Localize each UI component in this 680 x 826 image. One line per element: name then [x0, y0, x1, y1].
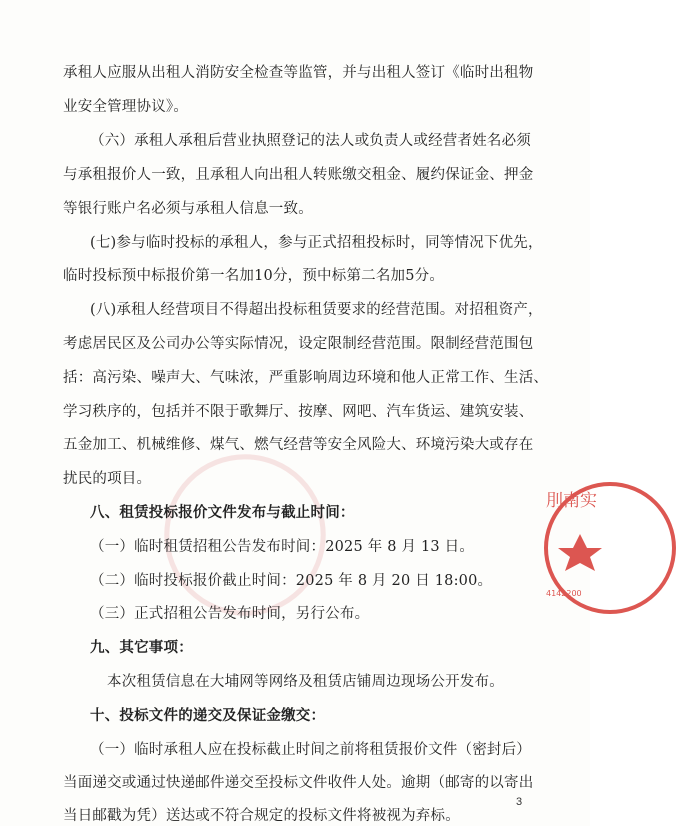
text-line: 等银行账户名必须与承租人信息一致。	[63, 201, 313, 217]
page-number: 3	[516, 796, 523, 808]
text-line: 业安全管理协议》。	[63, 99, 189, 115]
red-seal-stamp	[540, 478, 680, 618]
text-line: 临时投标预中标报价第一名加10分，预中标第二名加5分。	[63, 268, 445, 284]
text-line: 括：高污染、噪声大、气味浓，严重影响周边环境和他人正常工作、生活、	[63, 370, 549, 386]
text-line: 本次租赁信息在大埔网等网络及租赁店铺周边现场公开发布。	[107, 674, 504, 690]
faint-seal-watermark	[160, 450, 330, 620]
text-line: （二）临时投标报价截止时间：2025 年 8 月 20 日 18:00。	[90, 573, 493, 589]
text-line: 五金加工、机械维修、煤气、燃气经营等安全风险大、环境污染大或存在	[63, 437, 534, 453]
text-line: 当日邮戳为凭）送达或不符合规定的投标文件将被视为弃标。	[63, 808, 460, 824]
section-heading: 十、投标文件的递交及保证金缴交：	[90, 708, 326, 724]
text-line: 当面递交或通过快递邮件递交至投标文件收件人处。逾期（邮寄的以寄出	[63, 775, 534, 791]
text-line: （一）临时租赁招租公告发布时间：2025 年 8 月 13 日。	[90, 539, 475, 555]
text-line: 学习秩序的，包括并不限于歌舞厅、按摩、网吧、汽车货运、建筑安装、	[63, 404, 534, 420]
section-heading: 八、租赁投标报价文件发布与截止时间：	[90, 505, 355, 521]
section-heading: 九、其它事项：	[90, 640, 193, 656]
text-line: 扰民的项目。	[63, 471, 152, 487]
seal-text-top: 刖南实	[546, 491, 597, 511]
text-line: （三）正式招租公告发布时间，另行公布。	[90, 606, 370, 622]
text-line: 考虑居民区及公司办公等实际情况，设定限制经营范围。限制经营范围包	[63, 336, 534, 352]
text-line: (八)承租人经营项目不得超出投标租赁要求的经营范围。对招租资产，	[90, 302, 543, 318]
text-line: (七)参与临时投标的承租人，参与正式招租投标时，同等情况下优先，	[90, 235, 543, 251]
text-line: （一）临时承租人应在投标截止时间之前将租赁报价文件（密封后）	[90, 742, 531, 758]
text-line: （六）承租人承租后营业执照登记的法人或负责人或经营者姓名必须	[90, 133, 531, 149]
text-line: 承租人应服从出租人消防安全检查等监管，并与出租人签订《临时出租物	[63, 65, 534, 81]
text-line: 与承租报价人一致，且承租人向出租人转账缴交租金、履约保证金、押金	[63, 167, 534, 183]
seal-number: 4142200	[546, 589, 582, 598]
